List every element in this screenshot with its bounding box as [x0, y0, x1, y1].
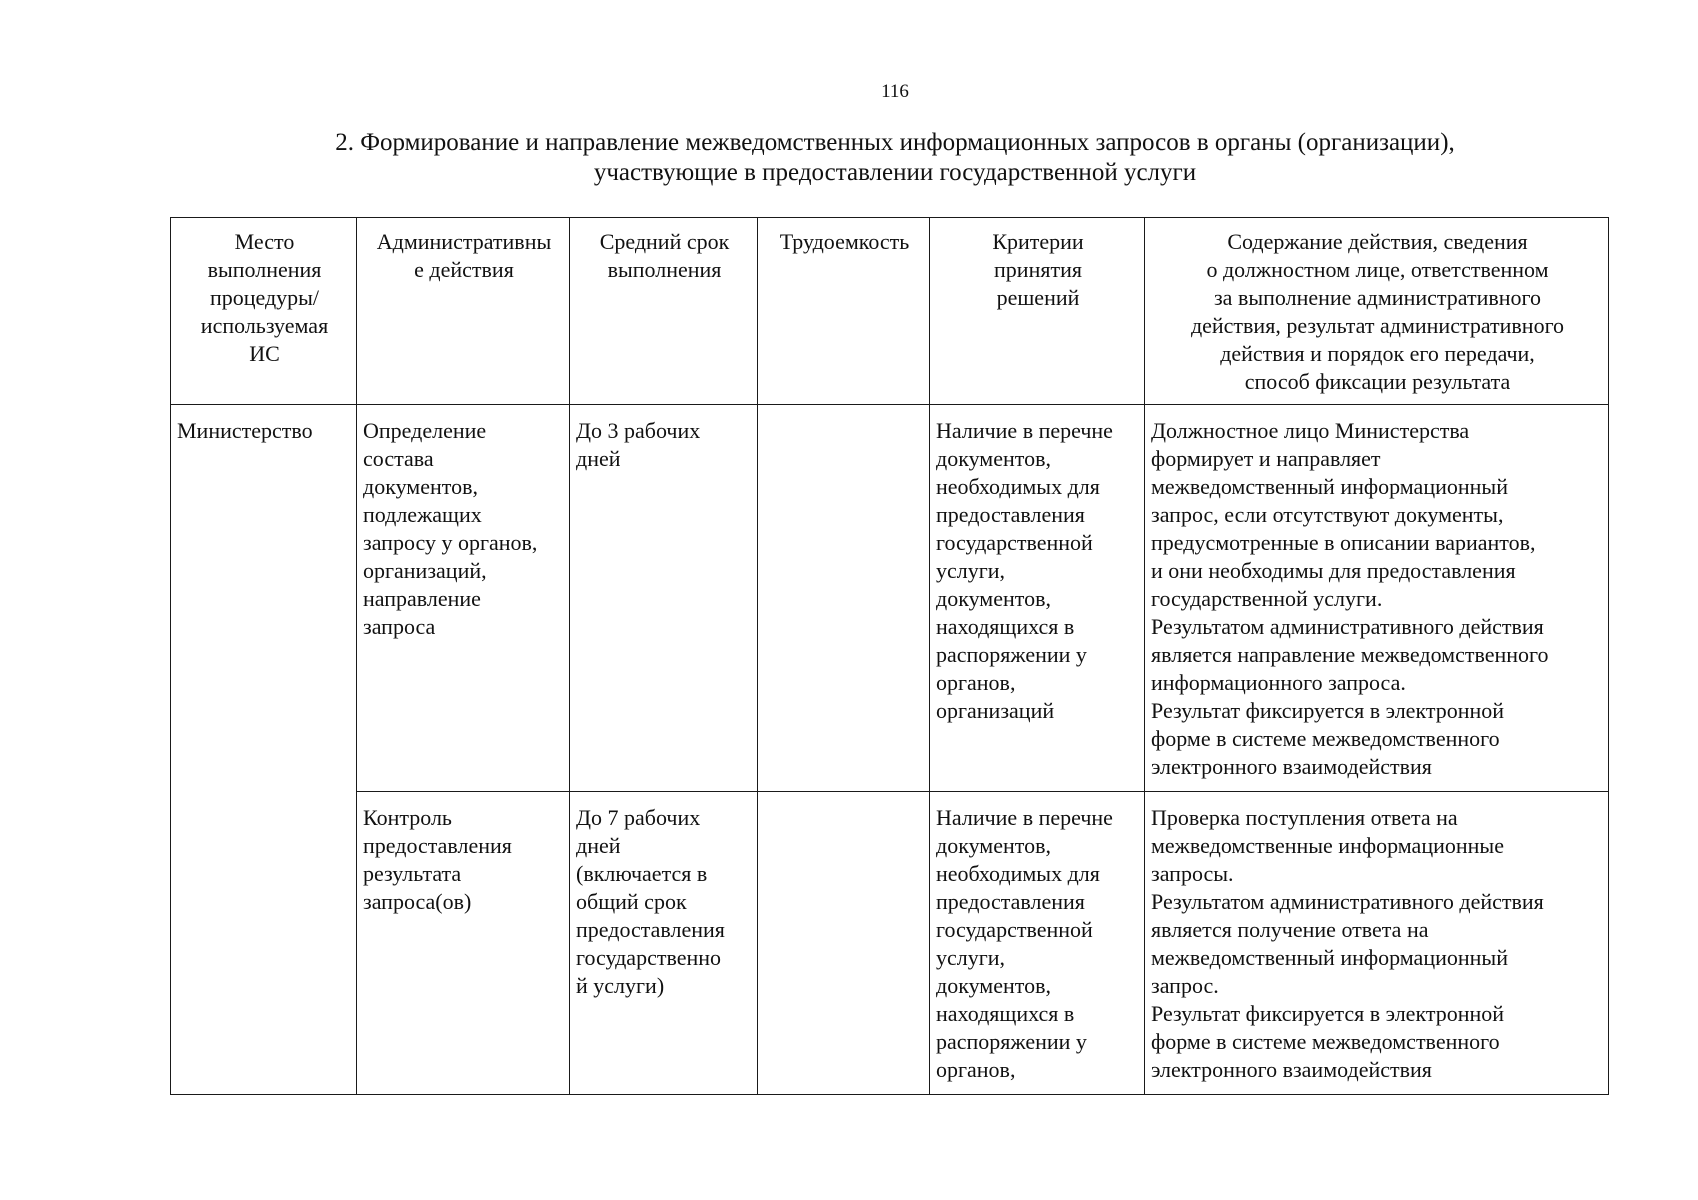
table-header-row: [171, 218, 1609, 405]
header-action: Административны е действия: [357, 218, 570, 405]
header-term: Средний срок выполнения: [570, 218, 758, 405]
section-title: [0, 128, 1698, 188]
header-place: Место выполнения процедуры/ используемая ИС: [171, 218, 357, 405]
page-number: 116: [881, 81, 909, 102]
cell-content: Должностное лицо Министерства формирует и направляет межведомственный информационный запрос, если отсутствуют документы, предусмотренные в описании вариантов, и они необходимы для предоставления государственной услуги. Результатом административного действия является направление межведомственного информационного запроса. Результат фиксируется в электронной форме в системе межведомственного электронного взаимодействия: [1145, 405, 1609, 792]
section-title-line-1: 2. Формирование и направление межведомственных информационных запросов в органы (организации),: [335, 129, 1455, 156]
cell-content: Проверка поступления ответа на межведомственные информационные запросы. Результатом административного действия является получение ответа на межведомственный информационный запрос. Результат фиксируется в электронной форме в системе межведомственного электронного взаимодействия: [1145, 792, 1609, 1095]
section-title-line-2: участвующие в предоставлении государственной услуги: [593, 159, 1197, 186]
header-criteria: Критерии принятия решений: [930, 218, 1145, 405]
cell-labor: [758, 405, 930, 792]
cell-term: До 7 рабочих дней (включается в общий срок предоставления государственно й услуги): [570, 792, 758, 1095]
cell-action: Контроль предоставления результата запроса(ов): [357, 792, 570, 1095]
cell-criteria: Наличие в перечне документов, необходимых для предоставления государственной услуги, документов, находящихся в распоряжении у органов, организаций: [930, 405, 1145, 792]
procedure-table: [170, 217, 1609, 1095]
table-row: [171, 405, 1609, 792]
cell-labor: [758, 792, 930, 1095]
cell-action: Определение состава документов, подлежащих запросу у органов, организаций, направление запроса: [357, 405, 570, 792]
cell-criteria: Наличие в перечне документов, необходимых для предоставления государственной услуги, документов, находящихся в распоряжении у органов,: [930, 792, 1145, 1095]
header-content: Содержание действия, сведения о должностном лице, ответственном за выполнение административного действия, результат административного действия и порядок его передачи, способ фиксации результата: [1145, 218, 1609, 405]
cell-term: До 3 рабочих дней: [570, 405, 758, 792]
table-row: [171, 792, 1609, 1095]
header-labor: Трудоемкость: [758, 218, 930, 405]
cell-place: Министерство: [171, 405, 357, 1095]
